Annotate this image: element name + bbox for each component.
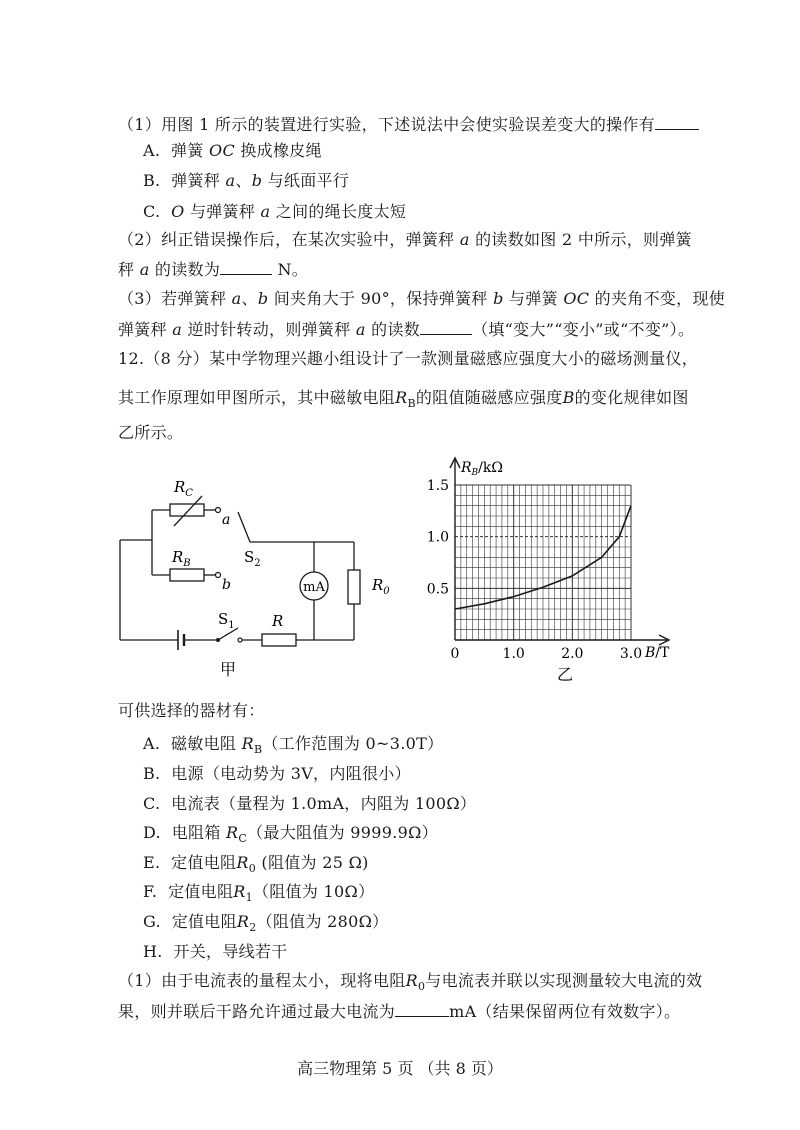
q12-stem-line1: 12.（8 分）某中学物理兴趣小组设计了一款测量磁感应强度大小的磁场测量仪， — [118, 349, 699, 368]
q12-stem-line3: 乙所示。 — [118, 423, 184, 442]
q11-option-a: A. 弹簧 OC 换成橡皮绳 — [143, 141, 322, 160]
y-tick-label: 0.5 — [426, 581, 449, 598]
s1-label: $S_1$ — [218, 610, 235, 631]
circuit-diagram — [110, 470, 400, 690]
q12-stem-line2: 其工作原理如甲图所示，其中磁敏电阻$R_B$的阻值随磁感应强度B的变化规律如图 — [118, 388, 689, 411]
q11-part3-line2: 弹簧秤 a 逆时针转动，则弹簧秤 a 的读数 （填“变大”“变小”或“不变”）。 — [118, 320, 695, 339]
x-tick-label: 2.0 — [561, 646, 584, 662]
r0-label: $R_0$ — [372, 576, 390, 597]
q11-part2-line1: （2）纠正错误操作后，在某次实验中，弹簧秤 a 的读数如图 2 中所示，则弹簧 — [118, 230, 692, 249]
meter-label: mA — [303, 580, 325, 595]
material-e: E. 定值电阻$R_0$ (阻值为 25 Ω) — [143, 853, 369, 876]
material-c: C. 电流表（量程为 1.0mA，内阻为 100Ω） — [143, 794, 477, 813]
material-d: D. 电阻箱 $R_C$（最大阻值为 9999.9Ω） — [143, 823, 438, 846]
q11-part1: （1）用图 1 所示的装置进行实验，下述说法中会使实验误差变大的操作有 — [118, 113, 699, 136]
x-axis-label: B/T — [645, 645, 670, 661]
y-axis-label: $R_B/k\Omega$ — [461, 460, 503, 478]
material-g: G. 定值电阻$R_2$（阻值为 280Ω） — [143, 912, 389, 935]
materials-heading: 可供选择的器材有： — [118, 701, 265, 720]
r-label: R — [272, 612, 284, 630]
terminal-b-label: b — [222, 577, 231, 593]
rb-vs-b-graph — [415, 450, 685, 690]
answer-blank — [395, 1000, 449, 1017]
x-tick-label: 1.0 — [502, 646, 525, 662]
circuit-caption: 甲 — [220, 660, 237, 679]
s2-label: $S_2$ — [244, 548, 261, 569]
answer-blank — [220, 258, 272, 275]
material-b: B. 电源（电动势为 3V，内阻很小） — [143, 764, 411, 783]
q12-part1-line1: （1）由于电流表的量程太小，现将电阻$R_0$与电流表并联以实现测量较大电流的效 — [118, 971, 703, 994]
q11-option-b: B. 弹簧秤 a、b 与纸面平行 — [143, 171, 350, 190]
q11-part3-line1: （3）若弹簧秤 a、b 间夹角大于 90°，保持弹簧秤 b 与弹簧 OC 的夹角不变，现使 — [118, 289, 726, 308]
answer-blank — [420, 318, 472, 335]
y-tick-label: 1.0 — [426, 529, 449, 546]
graph-caption: 乙 — [557, 665, 574, 684]
material-f: F. 定值电阻$R_1$（阻值为 10Ω） — [143, 882, 375, 905]
material-h: H. 开关，导线若干 — [143, 942, 288, 961]
answer-blank — [655, 113, 699, 130]
x-tick-label: 3.0 — [619, 646, 643, 662]
terminal-a-label: a — [222, 512, 231, 528]
material-a: A. 磁敏电阻 $R_B$（工作范围为 0~3.0T） — [143, 734, 444, 757]
y-tick-label: 1.5 — [426, 478, 449, 494]
rb-label: $R_B$ — [172, 548, 191, 569]
q11-part2-line2: 秤 a 的读数为 N。 — [118, 260, 309, 279]
rc-label: $R_C$ — [174, 478, 193, 499]
q11-option-c: C. O 与弹簧秤 a 之间的绳长度太短 — [143, 202, 407, 221]
q12-part1-line2: 果，则并联后干路允许通过最大电流为 mA（结果保留两位有效数字）。 — [118, 1002, 681, 1021]
x-tick-label: 0 — [450, 646, 460, 662]
page-footer: 高三物理第 5 页 （共 8 页） — [297, 1059, 503, 1078]
